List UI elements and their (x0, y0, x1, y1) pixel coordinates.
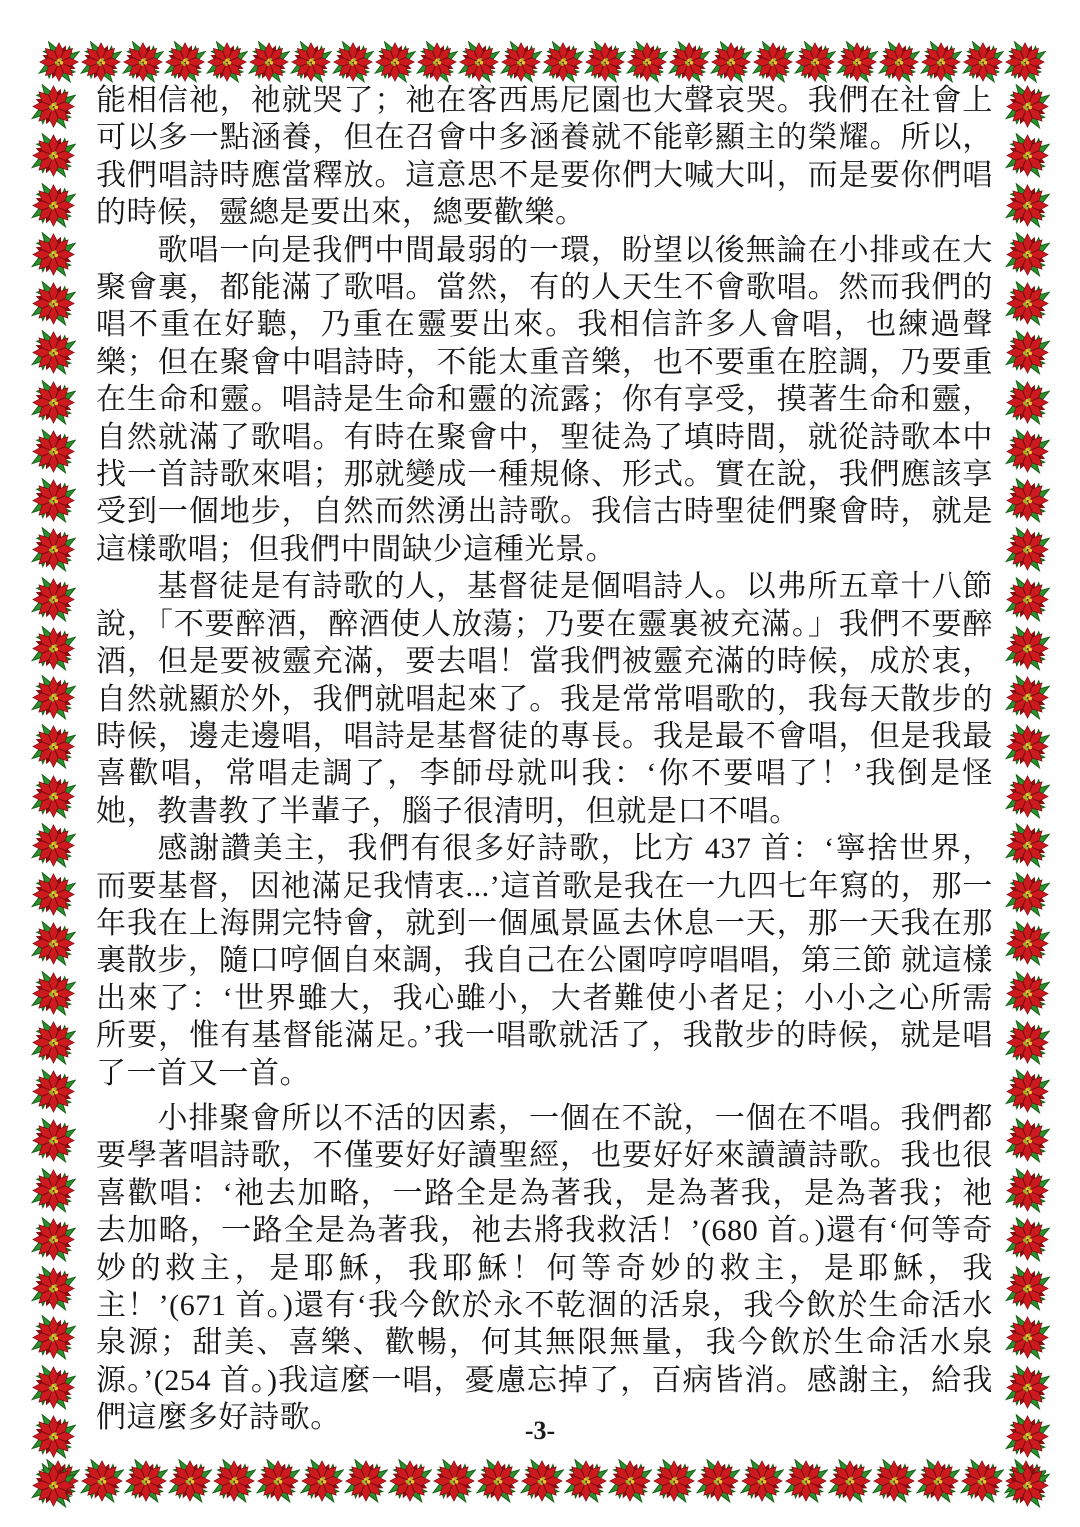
poinsettia-icon (416, 41, 458, 83)
poinsettia-icon (794, 41, 836, 83)
poinsettia-icon (31, 971, 76, 1016)
poinsettia-icon (872, 1459, 916, 1503)
poinsettia-icon (1005, 281, 1050, 326)
poinsettia-icon (31, 429, 76, 474)
poinsettia-icon (962, 41, 1004, 83)
poinsettia-icon (1005, 971, 1050, 1016)
article (96, 82, 993, 1437)
poinsettia-icon (652, 1459, 696, 1503)
poinsettia-icon (31, 1266, 76, 1311)
poinsettia-icon (584, 41, 626, 83)
poinsettia-icon (256, 1459, 300, 1503)
poinsettia-icon (520, 1459, 564, 1503)
poinsettia-icon (542, 41, 584, 83)
poinsettia-icon (1005, 921, 1050, 966)
poinsettia-icon (31, 1365, 76, 1410)
poinsettia-icon (1005, 330, 1050, 375)
poinsettia-icon (1005, 626, 1050, 671)
poinsettia-icon (31, 133, 76, 178)
poinsettia-icon (31, 1118, 76, 1163)
poinsettia-icon (960, 1459, 1004, 1503)
poinsettia-icon (828, 1459, 872, 1503)
poinsettia-icon (1005, 478, 1050, 523)
poinsettia-icon (31, 380, 76, 425)
poinsettia-icon (31, 527, 76, 572)
poinsettia-icon (1005, 1315, 1050, 1360)
poinsettia-icon (836, 41, 878, 83)
poinsettia-icon (710, 41, 752, 83)
poinsettia-icon (1004, 41, 1046, 83)
poinsettia-icon (626, 41, 668, 83)
poinsettia-icon (300, 1459, 344, 1503)
poinsettia-icon (1005, 429, 1050, 474)
poinsettia-icon (878, 41, 920, 83)
poinsettia-icon (374, 41, 416, 83)
poinsettia-icon (31, 84, 76, 129)
paragraph: 感謝讚美主，我們有很多好詩歌，比方 437 首：‘寧捨世界，而要基督，因祂滿足我情衷...’這首歌是我在一九四七年寫的，那一年我在上海開完特會，就到一個風景區去休息一天，那一天我在那裏散步，隨口哼個自來調，我自己在公園哼哼唱唱，第三節 就這樣出來了：‘世界雖大，我心雖小，大者難使小者足；小小之心所需所要，惟有基督能滿足。’我一唱歌就活了，我散步的時候，就是唱了一首又一首。 (96, 832, 993, 1090)
poinsettia-icon (920, 41, 962, 83)
poinsettia-icon (1005, 724, 1050, 769)
poinsettia-icon (1005, 84, 1050, 129)
poinsettia-icon (1005, 232, 1050, 277)
poinsettia-icon (31, 1020, 76, 1065)
poinsettia-icon (122, 41, 164, 83)
poinsettia-icon (784, 1459, 828, 1503)
poinsettia-icon (31, 1463, 76, 1508)
poinsettia-icon (458, 41, 500, 83)
poinsettia-border-left (28, 84, 78, 1508)
poinsettia-icon (31, 626, 76, 671)
poinsettia-icon (916, 1459, 960, 1503)
poinsettia-icon (80, 1459, 124, 1503)
paragraph: 基督徒是有詩歌的人，基督徒是個唱詩人。以弗所五章十八節說，「不要醉酒，醉酒使人放蕩；乃要在靈裏被充滿。」我們不要醉酒，但是要被靈充滿，要去唱！當我們被靈充滿的時候，成於衷，自然就顯於外，我們就唱起來了。我是常常唱歌的，我每天散步的時候，邊走邊唱，唱詩是基督徒的專長。我是最不會唱，但是我最喜歡唱，常唱走調了，李師母就叫我：‘你不要唱了！’我倒是怪她，教書教了半輩子，腦子很清明，但就是口不唱。 (96, 570, 993, 828)
poinsettia-icon (31, 921, 76, 966)
poinsettia-icon (206, 41, 248, 83)
poinsettia-icon (31, 1168, 76, 1213)
poinsettia-icon (740, 1459, 784, 1503)
poinsettia-icon (752, 41, 794, 83)
poinsettia-icon (31, 1217, 76, 1262)
poinsettia-icon (1005, 1020, 1050, 1065)
poinsettia-icon (290, 41, 332, 83)
poinsettia-icon (1005, 1118, 1050, 1163)
page-number: -3- (524, 1416, 556, 1445)
poinsettia-border-bottom (36, 1452, 1046, 1510)
poinsettia-icon (1005, 527, 1050, 572)
poinsettia-icon (31, 1315, 76, 1360)
poinsettia-icon (564, 1459, 608, 1503)
poinsettia-icon (31, 675, 76, 720)
poinsettia-icon (1005, 774, 1050, 819)
poinsettia-icon (696, 1459, 740, 1503)
poinsettia-icon (1005, 1069, 1050, 1114)
poinsettia-icon (608, 1459, 652, 1503)
poinsettia-icon (31, 724, 76, 769)
poinsettia-icon (124, 1459, 168, 1503)
poinsettia-icon (31, 330, 76, 375)
poinsettia-border-right (1002, 84, 1052, 1508)
poinsettia-icon (500, 41, 542, 83)
poinsettia-icon (168, 1459, 212, 1503)
paragraph: 能相信祂，祂就哭了；祂在客西馬尼園也大聲哀哭。我們在社會上可以多一點涵養，但在召會中多涵養就不能彰顯主的榮耀。所以，我們唱詩時應當釋放。這意思不是要你們大喊大叫，而是要你們唱的時候，靈總是要出來，總要歡樂。 (96, 84, 993, 230)
poinsettia-icon (31, 774, 76, 819)
poinsettia-icon (1005, 1217, 1050, 1262)
paragraph: 小排聚會所以不活的因素，一個在不說，一個在不唱。我們都要學著唱詩歌，不僅要好好讀聖經，也要好好來讀讀詩歌。我也很喜歡唱：‘祂去加略，一路全是為著我，是為著我，是為著我；祂去加略，一路全是為著我，祂去將我救活！’(680 首。)還有‘何等奇妙的救主，是耶穌，我耶穌！何等奇妙的救主，是耶穌，我主！’(671 首。)還有‘我今飲於永不乾涸的活泉，我今飲於生命活水泉源；甜美、喜樂、歡暢，何其無限無量，我今飲於生命活水泉源。’(254 首。)我這麼一唱，憂慮忘掉了，百病皆消。感謝主，給我們這麼多好詩歌。 (96, 1101, 993, 1435)
poinsettia-icon (344, 1459, 388, 1503)
poinsettia-icon (668, 41, 710, 83)
poinsettia-icon (476, 1459, 520, 1503)
paragraph: 歌唱一向是我們中間最弱的一環，盼望以後無論在小排或在大聚會裏，都能滿了歌唱。當然，有的人天生不會歌唱。然而我們的唱不重在好聽，乃重在靈要出來。我相信許多人會唱，也練過聲樂；但在聚會中唱詩時，不能太重音樂，也不要重在腔調，乃要重在生命和靈。唱詩是生命和靈的流露；你有享受，摸著生命和靈，自然就滿了歌唱。有時在聚會中，聖徒為了填時間，就從詩歌本中找一首詩歌來唱；那就變成一種規條、形式。實在說，我們應該享受到一個地步，自然而然湧出詩歌。我信古時聖徒們聚會時，就是這樣歌唱；但我們中間缺少這種光景。 (96, 233, 993, 566)
poinsettia-icon (1005, 872, 1050, 917)
poinsettia-icon (38, 41, 80, 83)
poinsettia-icon (212, 1459, 256, 1503)
poinsettia-icon (1005, 183, 1050, 228)
poinsettia-icon (1005, 823, 1050, 868)
poinsettia-icon (432, 1459, 476, 1503)
poinsettia-icon (1005, 675, 1050, 720)
poinsettia-icon (1005, 1365, 1050, 1410)
poinsettia-icon (1005, 1168, 1050, 1213)
poinsettia-icon (31, 1069, 76, 1114)
poinsettia-icon (31, 872, 76, 917)
poinsettia-icon (1005, 133, 1050, 178)
poinsettia-icon (31, 823, 76, 868)
poinsettia-icon (248, 41, 290, 83)
poinsettia-icon (388, 1459, 432, 1503)
poinsettia-icon (31, 232, 76, 277)
poinsettia-icon (80, 41, 122, 83)
poinsettia-icon (332, 41, 374, 83)
poinsettia-icon (31, 183, 76, 228)
poinsettia-icon (1005, 577, 1050, 622)
poinsettia-icon (1005, 1463, 1050, 1508)
poinsettia-icon (31, 478, 76, 523)
poinsettia-icon (1005, 380, 1050, 425)
poinsettia-icon (31, 281, 76, 326)
poinsettia-icon (164, 41, 206, 83)
poinsettia-icon (1005, 1266, 1050, 1311)
poinsettia-icon (31, 577, 76, 622)
